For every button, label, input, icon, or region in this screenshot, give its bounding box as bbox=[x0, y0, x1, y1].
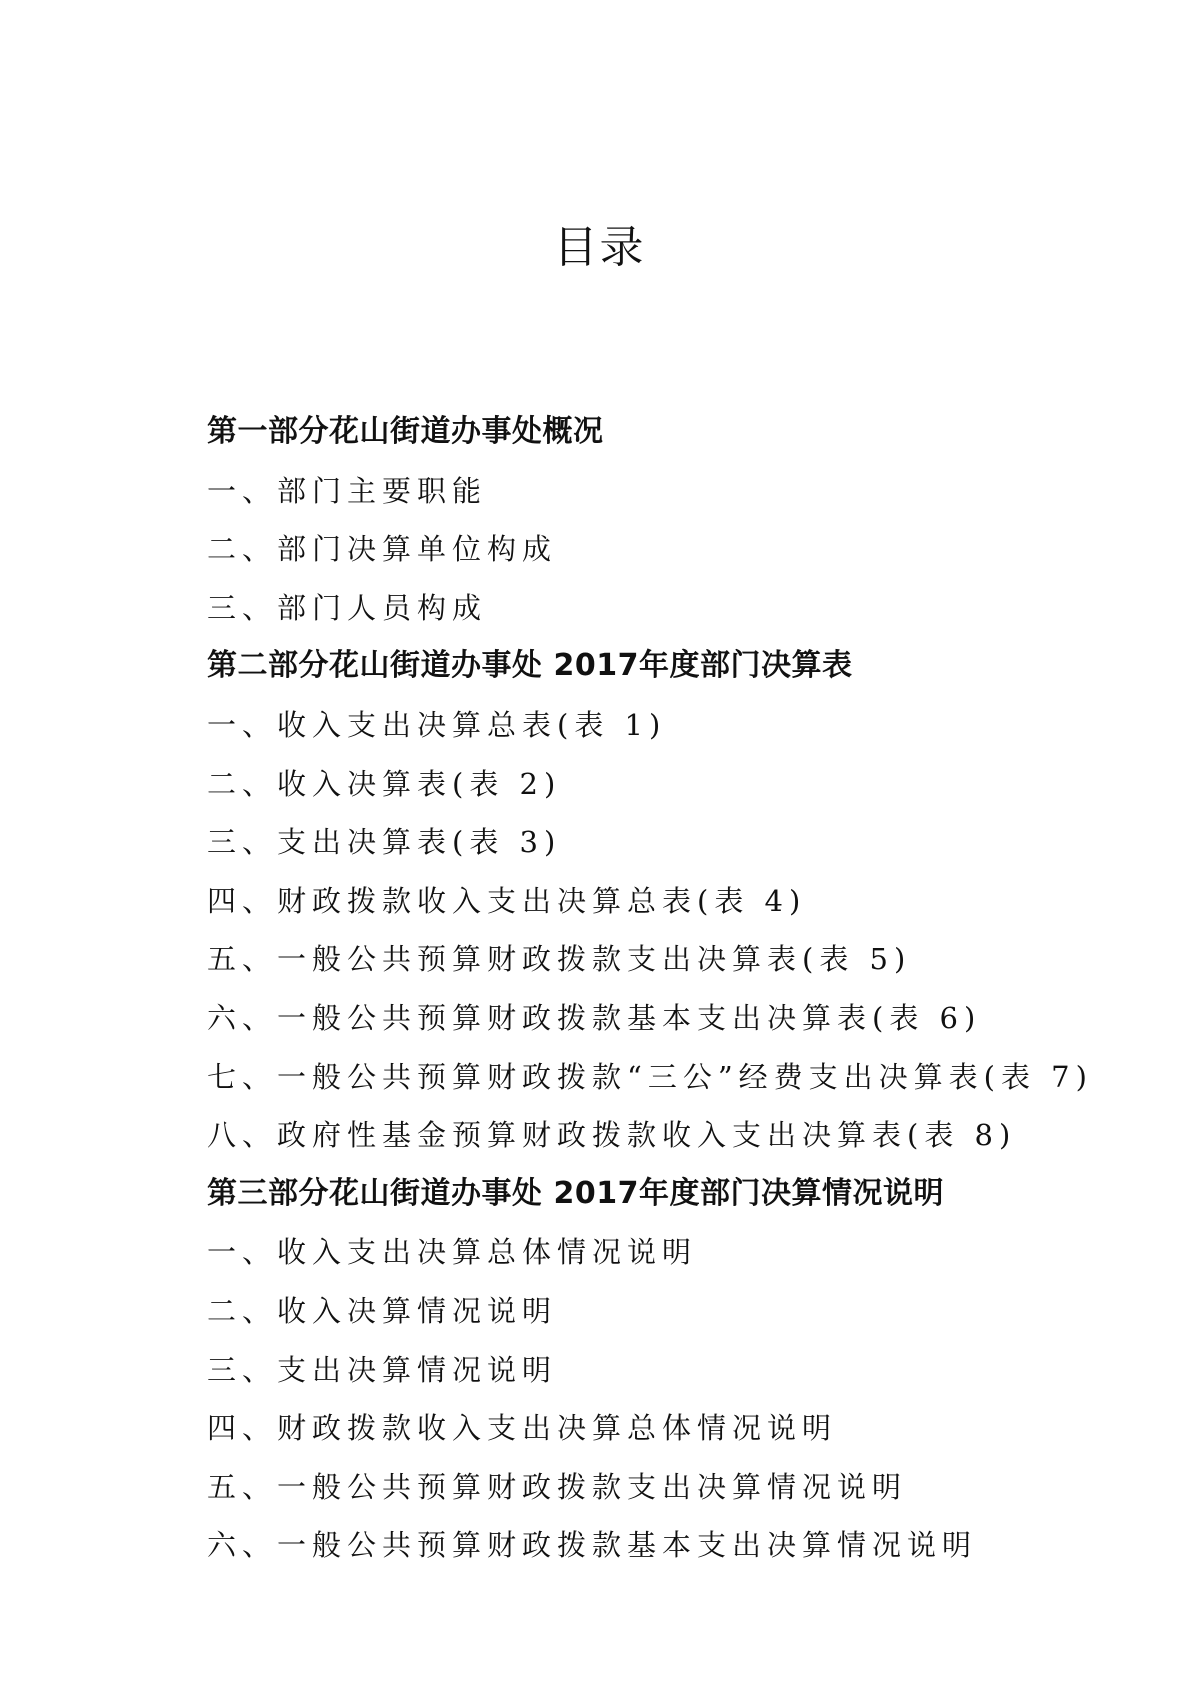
toc-item: 一、部门主要职能 bbox=[207, 473, 488, 508]
toc-item: 三、支出决算情况说明 bbox=[207, 1352, 558, 1387]
table-of-contents bbox=[207, 409, 1167, 1581]
page-title: 目录 bbox=[553, 222, 646, 273]
toc-item: 七、一般公共预算财政拨款“三公”经费支出决算表(表 7) bbox=[207, 1059, 1093, 1094]
toc-item: 八、政府性基金预算财政拨款收入支出决算表(表 8) bbox=[207, 1118, 1017, 1153]
toc-item: 四、财政拨款收入支出决算总表(表 4) bbox=[207, 883, 807, 918]
toc-item: 三、支出决算表(表 3) bbox=[207, 825, 562, 860]
toc-item: 二、收入决算情况说明 bbox=[207, 1293, 558, 1328]
toc-item: 三、部门人员构成 bbox=[207, 590, 488, 625]
toc-item: 二、部门决算单位构成 bbox=[207, 532, 558, 567]
toc-item: 六、一般公共预算财政拨款基本支出决算情况说明 bbox=[207, 1528, 978, 1563]
toc-item: 二、收入决算表(表 2) bbox=[207, 766, 562, 801]
toc-item: 四、财政拨款收入支出决算总体情况说明 bbox=[207, 1411, 838, 1446]
toc-item: 一、收入支出决算总表(表 1) bbox=[207, 707, 667, 742]
toc-item: 五、一般公共预算财政拨款支出决算情况说明 bbox=[207, 1469, 908, 1504]
toc-section-2: 第二部分花山街道办事处 2017年度部门决算表 bbox=[207, 648, 853, 684]
toc-item: 一、收入支出决算总体情况说明 bbox=[207, 1235, 698, 1270]
toc-item: 五、一般公共预算财政拨款支出决算表(表 5) bbox=[207, 942, 912, 977]
toc-item: 六、一般公共预算财政拨款基本支出决算表(表 6) bbox=[207, 1000, 982, 1035]
toc-section-1: 第一部分花山街道办事处概况 bbox=[207, 414, 604, 449]
toc-section-3: 第三部分花山街道办事处 2017年度部门决算情况说明 bbox=[207, 1175, 944, 1211]
